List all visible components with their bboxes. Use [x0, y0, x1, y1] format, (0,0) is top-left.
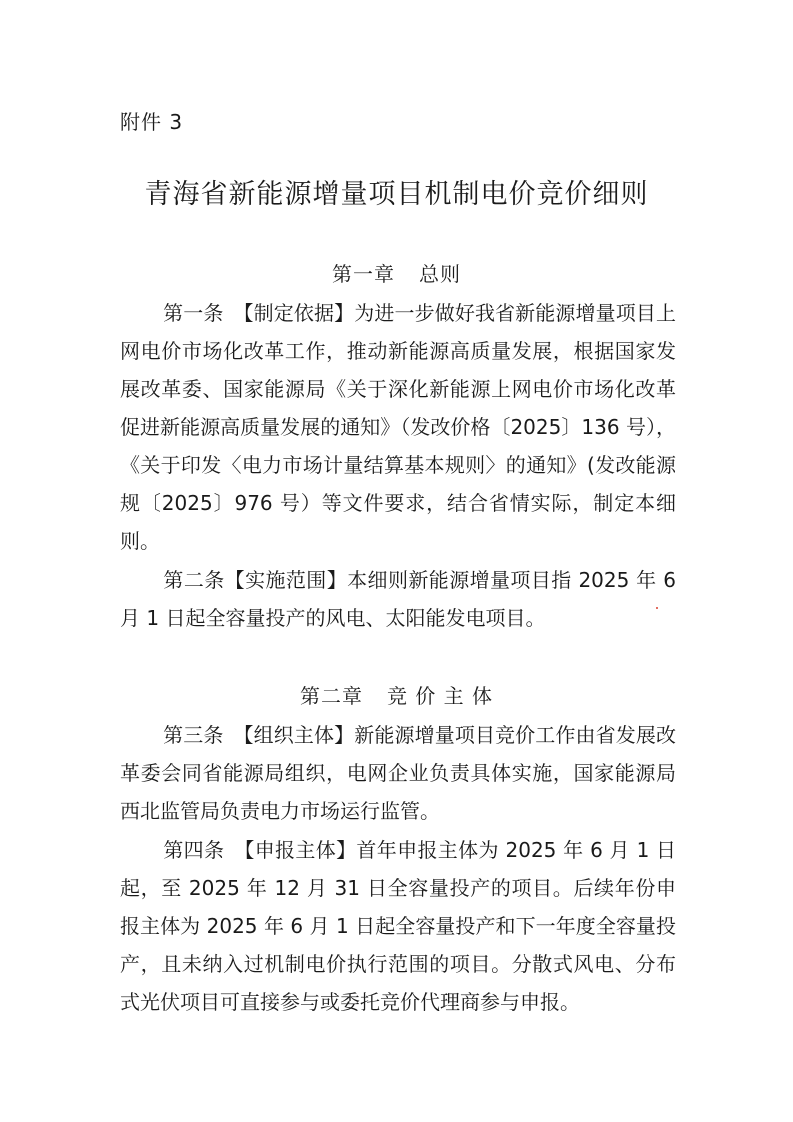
article-label: 第四条 [163, 838, 225, 862]
article-heading: 【组织主体】 [233, 723, 355, 747]
chapter-heading-2 [0, 680, 793, 709]
attachment-label: 附件 3 [120, 110, 184, 134]
document-title: 青海省新能源增量项目机制电价竞价细则 [144, 179, 649, 210]
article-label: 第三条 [163, 723, 224, 747]
article-text: 本细则新能源增量项目指 2025 年 6 月 1 日起全容量投产的风电、太阳能发电项目。 [120, 568, 677, 630]
article-4 [120, 831, 676, 1021]
article-text: 新能源增量项目竞价工作由省发展改革委会同省能源局组织，电网企业负责具体实施，国家能源局西北监管局负责电力市场运行监管。 [120, 723, 677, 823]
chapter-number: 第二章 [299, 684, 363, 708]
article-heading: 【制定依据】 [233, 301, 355, 325]
chapter-name: 竞 价 主 体 [386, 684, 494, 708]
chapter-name: 总则 [419, 262, 461, 286]
article-label: 第二条 [163, 568, 225, 592]
article-3 [120, 716, 676, 830]
article-text: 首年申报主体为 2025 年 6 月 1 日起，至 2025 年 12 月 31 日全容量投产的项目。后续年份申报主体为 2025 年 6 月 1 日起全容量投产和下一年度全容量投产，且未纳入过机制电价执行范围的项目。分散式风电、分布式光伏项目可直接参与或委托竞价代理商参与申报。 [120, 838, 677, 1014]
article-1 [120, 294, 676, 560]
article-label: 第一条 [163, 301, 224, 325]
stray-mark [656, 607, 658, 609]
article-heading: 【申报主体】 [234, 838, 357, 862]
article-text: 为进一步做好我省新能源增量项目上网电价市场化改革工作，推动新能源高质量发展，根据国家发展改革委、国家能源局《关于深化新能源上网电价市场化改革 促进新能源高质量发展的通知》（发改价格〔2025〕136 号），《关于印发〈电力市场计量结算基本规则〉的通知》(发改能源规〔2025〕976 号）等文件要求，结合省情实际，制定本细则。 [120, 301, 677, 553]
chapter-heading-1 [0, 258, 793, 287]
article-2 [120, 561, 676, 637]
chapter-number: 第一章 [332, 262, 395, 286]
article-heading: 【实施范围】 [224, 568, 348, 592]
